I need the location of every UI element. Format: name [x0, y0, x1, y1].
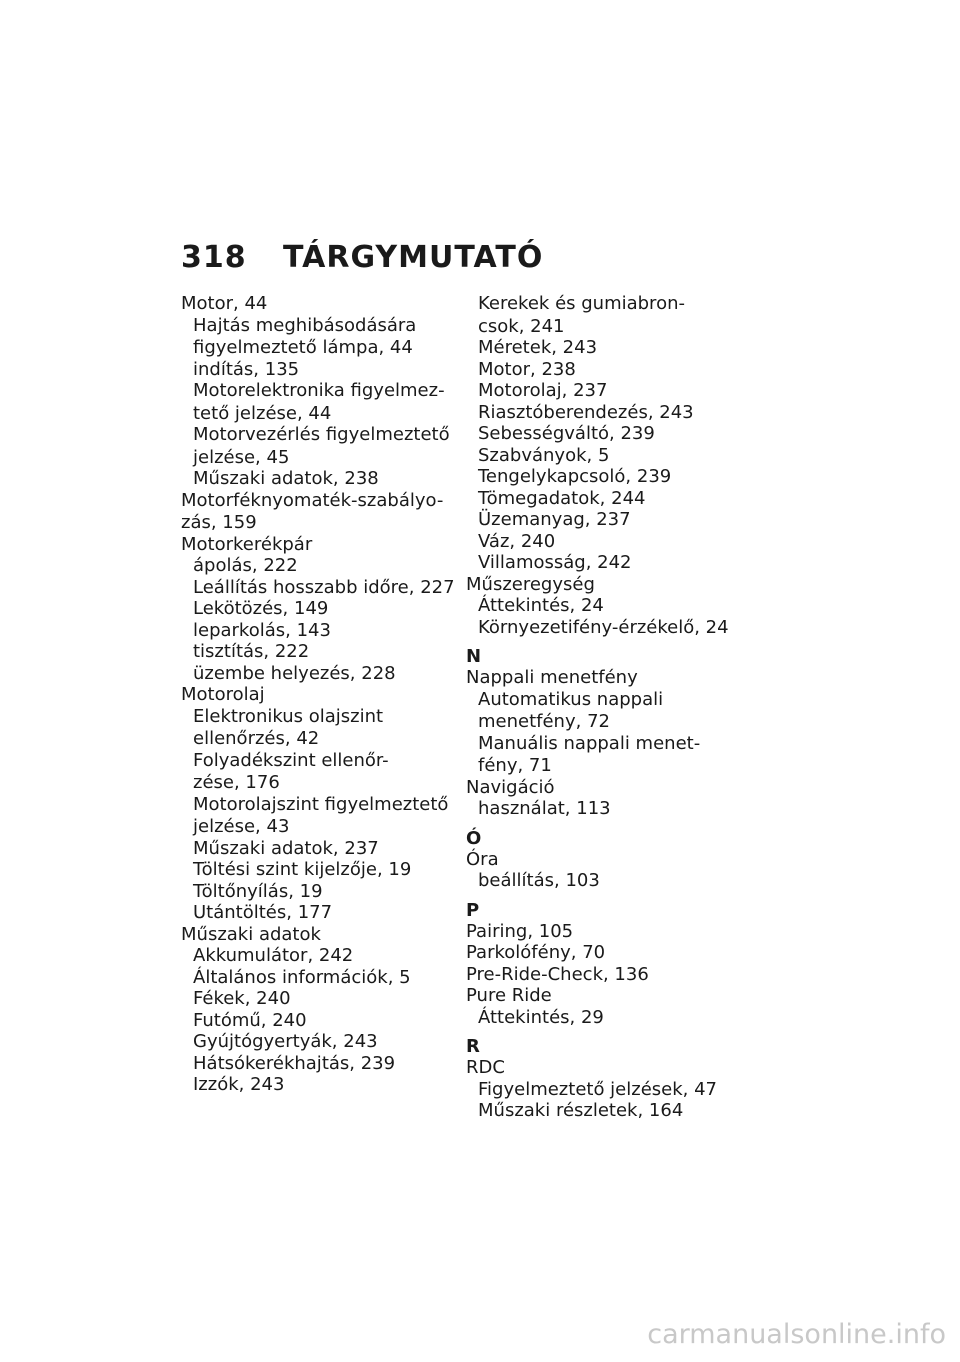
- index-line: Óra: [466, 848, 499, 870]
- index-sub-entry: [466, 466, 756, 488]
- index-line: Tömegadatok, 244: [478, 487, 646, 509]
- index-sub-entry: [466, 870, 756, 892]
- index-line: Lekötözés, 149: [193, 598, 329, 619]
- index-column-right: [466, 293, 756, 1122]
- index-line: P: [466, 899, 480, 921]
- index-line: Motorkerékpár: [181, 533, 313, 555]
- index-main-entry: [181, 684, 471, 706]
- index-sub-entry: [181, 988, 471, 1010]
- page-number: 318: [181, 240, 247, 275]
- index-sub-entry: [466, 689, 756, 733]
- index-line: zése, 176: [193, 772, 280, 793]
- index-line: zás, 159: [181, 512, 257, 533]
- index-sub-entry: [181, 706, 471, 750]
- index-sub-entry: [466, 402, 756, 424]
- index-sub-entry: [181, 598, 471, 620]
- index-line: Automatikus nappali: [478, 688, 664, 710]
- index-line: Üzemanyag, 237: [478, 509, 631, 530]
- index-main-entry: [466, 942, 756, 964]
- index-main-entry: [466, 667, 756, 689]
- index-sub-entry: [466, 359, 756, 381]
- index-line: beállítás, 103: [478, 870, 600, 891]
- index-line: Töltőnyílás, 19: [193, 880, 323, 902]
- index-line: Elektronikus olajszint: [193, 705, 384, 727]
- index-line: Műszeregység: [466, 573, 595, 595]
- index-sub-entry: [181, 1053, 471, 1096]
- index-line: csok, 241: [478, 315, 565, 337]
- index-line: Műszaki részletek, 164: [478, 1100, 684, 1121]
- index-line: Áttekintés, 24: [478, 595, 604, 616]
- index-line: tisztítás, 222: [193, 641, 310, 662]
- index-sub-entry: [466, 509, 756, 531]
- index-sub-entry: [466, 1007, 756, 1029]
- index-main-entry: [181, 490, 471, 534]
- index-line: Riasztóberendezés, 243: [478, 401, 694, 423]
- index-line: Tengelykapcsoló, 239: [478, 466, 672, 487]
- index-sub-entry: [181, 881, 471, 903]
- index-sub-entry: [181, 620, 471, 642]
- index-sub-entry: [466, 595, 756, 617]
- page-title: TÁRGYMUTATÓ: [283, 240, 544, 275]
- index-line: Szabványok, 5: [478, 444, 610, 466]
- index-sub-entry: [466, 552, 756, 574]
- index-line: Motor, 44: [181, 293, 268, 314]
- index-sub-entry: [466, 293, 756, 337]
- index-line: Motor, 238: [478, 358, 576, 380]
- index-line: Utántöltés, 177: [193, 902, 333, 923]
- index-sub-entry: [466, 617, 756, 639]
- index-line: Ó: [466, 827, 482, 849]
- index-line: Manuális nappali menet-: [478, 732, 701, 754]
- index-line: Sebességváltó, 239: [478, 423, 655, 444]
- index-line: N: [466, 646, 482, 667]
- index-main-entry: [466, 921, 756, 943]
- page-header: [181, 240, 543, 275]
- index-sub-entry: [466, 531, 756, 553]
- index-line: Futómű, 240: [193, 1009, 307, 1031]
- index-sub-entry: [181, 424, 471, 468]
- index-line: Kerekek és gumiabron-: [478, 293, 685, 314]
- index-sub-entry: [181, 750, 471, 794]
- index-line: Pure Ride: [466, 985, 552, 1006]
- index-line: RDC: [466, 1057, 505, 1078]
- index-section-letter: [466, 829, 756, 849]
- index-sub-entry: [466, 445, 756, 467]
- index-sub-entry: [181, 468, 471, 490]
- index-line: Hátsókerékhajtás, 239: [193, 1052, 396, 1074]
- index-main-entry: [181, 293, 471, 315]
- index-main-entry: [181, 534, 471, 556]
- index-line: Hajtás meghibásodására: [193, 314, 417, 336]
- index-sub-entry: [181, 1010, 471, 1032]
- index-line: Műszaki adatok, 237: [193, 837, 379, 859]
- index-main-entry: [466, 777, 756, 799]
- index-sub-entry: [181, 380, 471, 424]
- index-line: Nappali menetfény: [466, 667, 638, 688]
- index-line: Méretek, 243: [478, 337, 598, 358]
- index-sub-entry: [181, 794, 471, 838]
- index-section-letter: [466, 1037, 756, 1057]
- index-line: Pairing, 105: [466, 920, 574, 942]
- index-main-entry: [181, 924, 471, 946]
- index-sub-entry: [466, 733, 756, 777]
- index-line: Gyújtógyertyák, 243: [193, 1031, 378, 1052]
- watermark: carmanualsonline.info: [647, 1319, 946, 1350]
- index-line: Fékek, 240: [193, 988, 291, 1009]
- index-line: Leállítás hosszabb időre, 227: [193, 576, 455, 598]
- index-line: Villamosság, 242: [478, 552, 632, 573]
- index-line: Motorféknyomaték-szabályo-: [181, 489, 444, 511]
- index-main-entry: [466, 574, 756, 596]
- index-sub-entry: [466, 380, 756, 402]
- index-main-entry: [466, 985, 756, 1007]
- index-line: üzembe helyezés, 228: [193, 662, 396, 684]
- index-line: Motorvezérlés figyelmeztető: [193, 424, 450, 445]
- index-line: Műszaki adatok, 238: [193, 468, 379, 489]
- index-line: jelzése, 43: [193, 816, 290, 837]
- index-line: figyelmeztető lámpa, 44: [193, 337, 413, 358]
- index-sub-entry: [181, 902, 471, 924]
- index-main-entry: [466, 964, 756, 986]
- index-line: Izzók, 243: [193, 1074, 285, 1095]
- index-line: Áttekintés, 29: [478, 1006, 604, 1028]
- index-sub-entry: [466, 1079, 756, 1122]
- index-line: Navigáció: [466, 776, 555, 798]
- index-sub-entry: [181, 555, 471, 577]
- index-sub-entry: [181, 663, 471, 685]
- index-line: Motorolajszint figyelmeztető: [193, 793, 449, 815]
- index-sub-entry: [466, 423, 756, 445]
- index-line: Motorelektronika figyelmez-: [193, 380, 445, 401]
- index-main-entry: [466, 849, 756, 871]
- index-sub-entry: [466, 337, 756, 359]
- index-sub-entry: [181, 838, 471, 860]
- index-line: menetfény, 72: [478, 711, 610, 732]
- index-sub-entry: [181, 641, 471, 663]
- index-line: indítás, 135: [193, 358, 300, 380]
- index-line: Váz, 240: [478, 530, 556, 552]
- index-section-letter: [466, 647, 756, 667]
- index-sub-entry: [181, 859, 471, 881]
- index-sub-entry: [181, 315, 471, 359]
- index-line: Folyadékszint ellenőr-: [193, 749, 389, 771]
- index-line: Műszaki adatok: [181, 923, 321, 945]
- index-line: fény, 71: [478, 755, 552, 776]
- index-sub-entry: [181, 1031, 471, 1053]
- index-line: Parkolófény, 70: [466, 942, 606, 963]
- index-line: Töltési szint kijelzője, 19: [193, 859, 412, 880]
- index-line: ápolás, 222: [193, 555, 298, 576]
- index-sub-entry: [466, 488, 756, 510]
- index-sub-entry: [181, 359, 471, 381]
- index-line: Környezetifény-érzékelő, 24: [478, 616, 729, 638]
- index-sub-entry: [466, 798, 756, 820]
- index-line: Figyelmeztető jelzések, 47: [478, 1078, 718, 1100]
- index-sub-entry: [181, 577, 471, 599]
- index-line: jelzése, 45: [193, 446, 290, 468]
- index-sub-entry: [181, 945, 471, 988]
- index-line: Motorolaj, 237: [478, 380, 608, 401]
- index-line: Általános információk, 5: [193, 966, 411, 988]
- index-line: Motorolaj: [181, 684, 265, 705]
- index-line: tető jelzése, 44: [193, 402, 332, 424]
- index-line: Pre-Ride-Check, 136: [466, 963, 649, 985]
- index-line: ellenőrzés, 42: [193, 728, 320, 749]
- index-line: Akkumulátor, 242: [193, 945, 354, 966]
- index-line: leparkolás, 143: [193, 619, 331, 641]
- index-main-entry: [466, 1057, 756, 1079]
- index-section-letter: [466, 901, 756, 921]
- index-column-left: [181, 293, 471, 1096]
- index-line: R: [466, 1036, 480, 1057]
- index-line: használat, 113: [478, 798, 611, 819]
